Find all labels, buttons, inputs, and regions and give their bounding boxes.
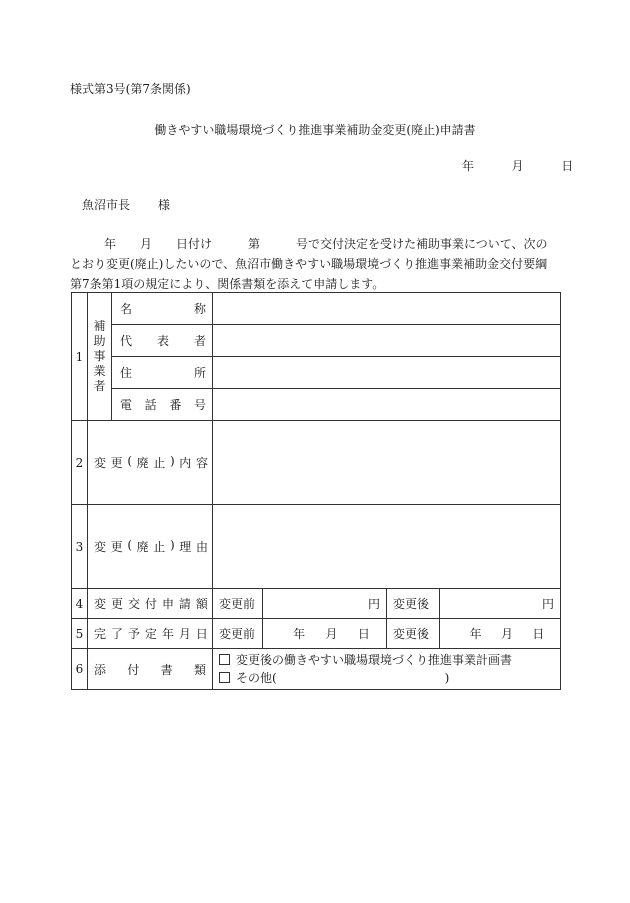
attachment-option-other[interactable]: その他( ): [219, 669, 554, 687]
addressee-honorific: 様: [158, 198, 171, 212]
attachments-field: [213, 649, 561, 690]
field-label-representative: 代 表 者: [112, 325, 213, 357]
date-month: 月: [511, 159, 524, 173]
form-number: 様式第3号(第7条関係): [70, 82, 191, 96]
addressee-name: 魚沼市長: [82, 198, 131, 212]
attachments-label: 添 付 書 類: [88, 649, 213, 690]
row-number: 4: [72, 589, 88, 619]
application-date: [462, 157, 573, 174]
before-label: 変更前: [213, 619, 263, 649]
document-title: 働きやすい職場環境づくり推進事業補助金変更(廃止)申請書: [154, 123, 476, 137]
date-day: 日: [561, 159, 574, 173]
table-row: [72, 649, 561, 690]
amount-before-field[interactable]: 円: [263, 589, 387, 619]
phone-field[interactable]: [213, 389, 561, 421]
change-content-label: 変 更 ( 廃 止 ) 内 容: [88, 421, 213, 505]
applicant-group-label: 補 助 事 業 者: [88, 293, 112, 421]
amount-after-field[interactable]: 円: [440, 589, 561, 619]
body-line-2: とおり変更(廃止)したいので、魚沼市働きやすい職場環境づくり推進事業補助金交付要綱: [70, 257, 548, 271]
completion-date-before-field[interactable]: 年 月 日: [263, 619, 387, 649]
table-row: [72, 293, 561, 325]
after-label: 変更後: [387, 589, 440, 619]
body-line-1: 年 月 日付け 第 号で交付決定を受けた補助事業について、次の: [104, 237, 548, 251]
change-content-field[interactable]: [213, 421, 561, 505]
table-row: [72, 589, 561, 619]
field-label-name: 名 称: [112, 293, 213, 325]
row-number: 2: [72, 421, 88, 505]
grant-amount-label: 変 更 交 付 申 請 額: [88, 589, 213, 619]
row-number: 1: [72, 293, 88, 421]
table-row: [72, 357, 561, 389]
change-reason-field[interactable]: [213, 505, 561, 589]
field-label-address: 住 所: [112, 357, 213, 389]
table-row: [72, 619, 561, 649]
addressee: [82, 196, 170, 213]
after-label: 変更後: [387, 619, 440, 649]
body-text: [70, 234, 566, 294]
representative-field[interactable]: [213, 325, 561, 357]
attachment-option-plan[interactable]: 変更後の働きやすい職場環境づくり推進事業計画書: [219, 651, 554, 669]
address-field[interactable]: [213, 357, 561, 389]
completion-date-label: 完 了 予 定 年 月 日: [88, 619, 213, 649]
name-field[interactable]: [213, 293, 561, 325]
table-row: [72, 389, 561, 421]
checkbox-icon[interactable]: [219, 654, 230, 665]
table-row: [72, 421, 561, 505]
table-row: [72, 325, 561, 357]
completion-date-after-field[interactable]: 年 月 日: [440, 619, 561, 649]
checkbox-icon[interactable]: [219, 672, 230, 683]
before-label: 変更前: [213, 589, 263, 619]
body-line-3: 第7条第1項の規定により、関係書類を添えて申請します。: [70, 277, 385, 291]
field-label-phone: 電 話 番 号: [112, 389, 213, 421]
table-row: [72, 505, 561, 589]
row-number: 5: [72, 619, 88, 649]
change-reason-label: 変 更 ( 廃 止 ) 理 由: [88, 505, 213, 589]
row-number: 6: [72, 649, 88, 690]
row-number: 3: [72, 505, 88, 589]
date-year: 年: [462, 159, 475, 173]
application-form-table: [71, 292, 561, 690]
